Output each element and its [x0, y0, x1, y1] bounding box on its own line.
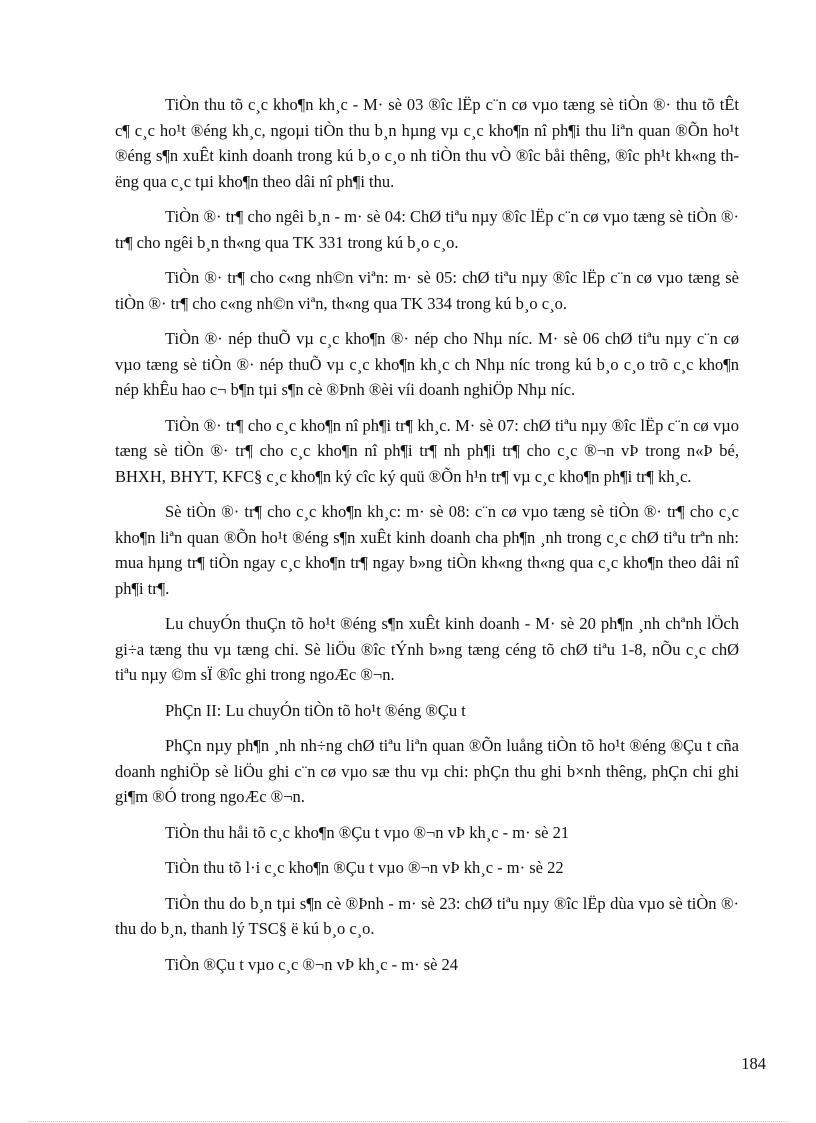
paragraph-taxes-paid: TiÒn ®· nép thuÕ vµ c¸c kho¶n ®· nép cho Nhµ níc. M· sè 06 chØ tiªu nµy c¨n cø vµo tæng sè tiÒn ®· nép thuÕ vµ c¸c kho¶n kh¸c ch Nhµ níc trong kú b¸o c¸o trõ c¸c kho¶n nép khÊu hao c¬ b¶n tµi s¶n cè ®Þnh ®èi víi doanh nghiÖp Nhµ níc. — [115, 329, 739, 399]
paragraph-code-22: TiÒn thu tõ l·i c¸c kho¶n ®Çu t vµo ®¬n vÞ kh¸c - m· sè 22 — [165, 858, 564, 877]
paragraph-code-24: TiÒn ®Çu t vµo c¸c ®¬n vÞ kh¸c - m· sè 24 — [165, 954, 459, 974]
page-number: 184 — [741, 1054, 766, 1073]
footer-divider — [28, 1121, 788, 1122]
section-heading: PhÇn II: Lu chuyÓn tiÒn tõ ho¹t ®éng ®Çu t — [165, 700, 466, 720]
paragraph-other-payables: TiÒn ®· tr¶ cho c¸c kho¶n nî ph¶i tr¶ kh¸c. M· sè 07: chØ tiªu nµy ®îc lËp c¨n cø vµo tæng sè tiÒn ®· tr¶ cho c¸c kho¶n nî ph¶i tr¶ nh ph¶i tr¶ cho c¸c ®¬n vÞ trong n«Þ bé, BHXH, BHYT, KFC§ c¸c kho¶n ký cîc ký quü ®Õn h¹n tr¶ vµ c¸c kho¶n ph¶i tr¶ kh¸c. — [115, 415, 739, 486]
paragraph-code-21: TiÒn thu håi tõ c¸c kho¶n ®Çu t vµo ®¬n vÞ kh¸c - m· sè 21 — [165, 822, 570, 842]
paragraph-net-cashflow: Lu chuyÓn thuÇn tõ ho¹t ®éng s¶n xuÊt kinh doanh - M· sè 20 ph¶n ¸nh chªnh lÖch gi÷a tæng thu vµ tæng chi. Sè liÖu ®îc tÝnh b»ng tæng céng tõ chØ tiªu 1-8, nÕu c¸c chØ tiªu nµy ©m sÏ ®îc ghi trong ngoÆc ®¬n. — [115, 614, 739, 684]
paragraph-code-23: TiÒn thu do b¸n tµi s¶n cè ®Þnh - m· sè 23: chØ tiªu nµy ®îc lËp dùa vµo sè tiÒn ®· thu do b¸n, thanh lý TSC§ ë kú b¸o c¸o. — [115, 893, 739, 938]
paragraph-paid-suppliers: TiÒn ®· tr¶ cho ngêi b¸n - m· sè 04: ChØ tiªu nµy ®îc lËp c¨n cø vµo tæng sè tiÒn ®· tr¶ cho ngêi b¸n th«ng qua TK 331 trong kú b¸o c¸o. — [115, 207, 739, 252]
paragraph-receipts-other: TiÒn thu tõ c¸c kho¶n kh¸c - M· sè 03 ®îc lËp c¨n cø vµo tæng sè tiÒn ®· thu tõ tÊt c¶ c¸c ho¹t ®éng kh¸c, ngoµi tiÒn thu b¸n hµng vµ c¸c kho¶n nî ph¶i thu liªn quan ®Õn ho¹t ®éng s¶n xuÊt kinh doanh trong kú b¸o c¸o nh tiÒn thu vÒ ®îc båi thêng, ®îc ph¹t kh«ng thëng qua c¸c tµi kho¶n theo dâi nî ph¶i thu. — [115, 95, 739, 191]
paragraph-other-payments: Sè tiÒn ®· tr¶ cho c¸c kho¶n kh¸c: m· sè 08: c¨n cø vµo tæng sè tiÒn ®· tr¶ cho c¸c kho¶n liªn quan ®Õn ho¹t ®éng s¶n xuÊt kinh doanh cha ph¶n ¸nh trong c¸c chØ tiªu trªn nh: mua hµng tr¶ tiÒn ngay c¸c kho¶n tr¶ ngay b»ng tiÒn kh«ng th«ng qua c¸c kho¶n theo dâi nî ph¶i tr¶. — [115, 502, 739, 598]
paragraph-investing-intro: PhÇn nµy ph¶n ¸nh nh÷ng chØ tiªu liªn quan ®Õn luång tiÒn tõ ho¹t ®éng ®Çu t cña doanh nghiÖp sè liÖu ghi c¨n cø vµo sæ thu vµ chi: phÇn thu ghi b×nh thêng, phÇn chi ghi gi¶m ®Ó trong ngoÆc ®¬n. — [115, 736, 739, 806]
paragraph-paid-employees: TiÒn ®· tr¶ cho c«ng nh©n viªn: m· sè 05: chØ tiªu nµy ®îc lËp c¨n cø vµo tæng sè tiÒn ®· tr¶ cho c«ng nh©n viªn, th«ng qua TK 334 trong kú b¸o c¸o. — [115, 268, 739, 313]
document-body — [115, 92, 739, 987]
